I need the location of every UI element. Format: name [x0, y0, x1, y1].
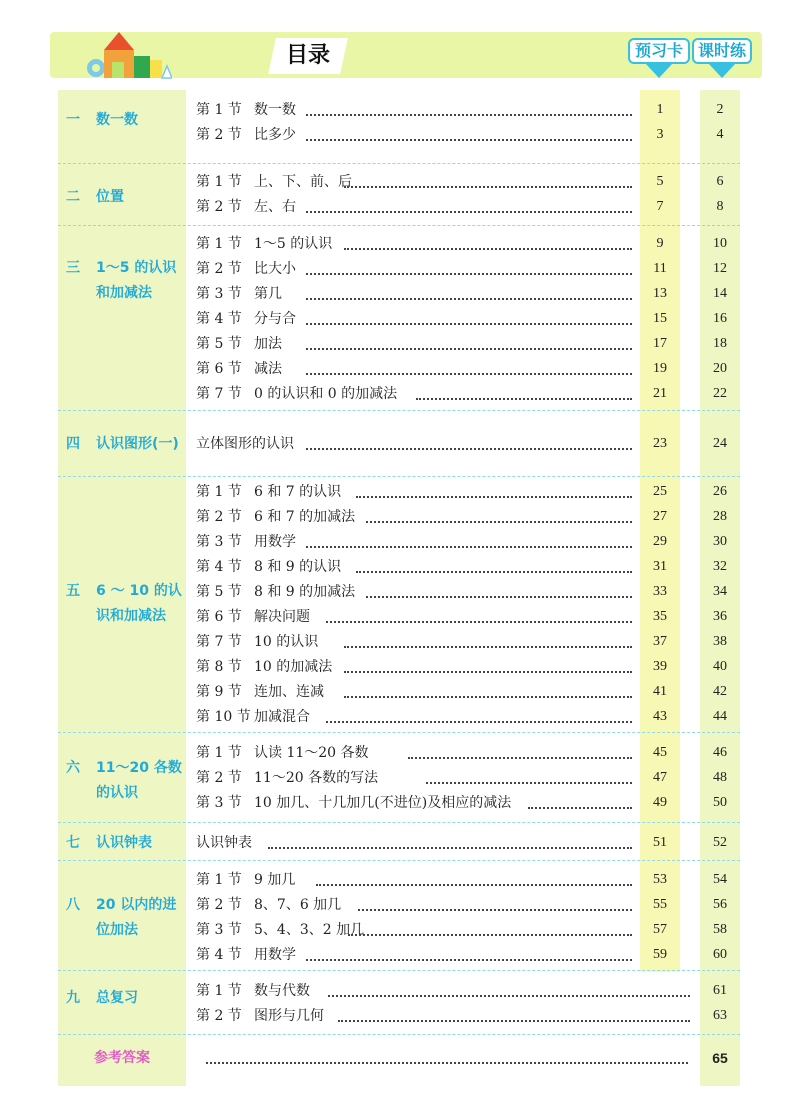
- preview-page-number: 19: [653, 361, 667, 376]
- practice-page-number: 34: [713, 584, 727, 599]
- preview-page-number: 37: [653, 634, 667, 649]
- leader-dots: [268, 847, 632, 849]
- section-title: 连加、连减: [254, 684, 324, 700]
- leader-dots: [344, 186, 632, 188]
- leader-dots: [306, 348, 632, 350]
- section-title: 图形与几何: [254, 1008, 324, 1024]
- leader-dots: [306, 959, 632, 961]
- section-number: 第 2 节: [196, 127, 242, 143]
- chapter-number: 七: [66, 835, 80, 851]
- preview-page-number: 41: [653, 684, 667, 699]
- section-number: 第 2 节: [196, 509, 242, 525]
- leader-dots: [326, 621, 632, 623]
- chapter-number: 二: [66, 189, 80, 205]
- leader-dots: [328, 995, 690, 997]
- preview-page-number: 9: [656, 236, 664, 251]
- section-number: 第 1 节: [196, 983, 242, 999]
- answers-label: 参考答案: [94, 1050, 150, 1066]
- down-arrow-icon: [646, 64, 672, 78]
- practice-page-number: 18: [713, 336, 727, 351]
- leader-dots: [306, 211, 632, 213]
- chapter-number: 三: [66, 260, 80, 276]
- section-title: 5、4、3、2 加几: [254, 922, 365, 938]
- chapter-title: 1～5 的认识 和加减法: [96, 260, 177, 301]
- leader-dots: [306, 298, 632, 300]
- section-number: 第 2 节: [196, 1008, 242, 1024]
- preview-page-number: 15: [653, 311, 667, 326]
- practice-page-number: 28: [713, 509, 727, 524]
- chapter-divider: [58, 476, 740, 477]
- preview-page-number: 53: [653, 872, 667, 887]
- preview-page-number: 25: [653, 484, 667, 499]
- section-number: 第 6 节: [196, 361, 242, 377]
- building-blocks-icon: [86, 30, 172, 80]
- section-entry: [196, 234, 334, 254]
- leader-dots: [358, 909, 632, 911]
- practice-page-number: 61: [713, 983, 727, 998]
- practice-page-number: 50: [713, 795, 727, 810]
- section-title: 11～20 各数的写法: [254, 770, 379, 786]
- leader-dots: [344, 671, 632, 673]
- practice-page-number: 56: [713, 897, 727, 912]
- answers-page: 65: [712, 1050, 728, 1066]
- section-entry: [196, 682, 326, 702]
- section-title: 认识钟表: [196, 835, 252, 851]
- practice-page-number: 14: [713, 286, 727, 301]
- section-number: 第 2 节: [196, 770, 242, 786]
- section-title: 6 和 7 的认识: [254, 484, 342, 500]
- preview-page-number: 49: [653, 795, 667, 810]
- section-number: 第 9 节: [196, 684, 242, 700]
- section-entry: [196, 284, 284, 304]
- practice-page-number: 22: [713, 386, 727, 401]
- section-entry: [196, 334, 284, 354]
- section-number: 第 1 节: [196, 102, 242, 118]
- practice-page-number: 40: [713, 659, 727, 674]
- chapter-divider: [58, 860, 740, 861]
- chapter-divider: [58, 1034, 740, 1035]
- section-title: 用数学: [254, 534, 296, 550]
- section-number: 第 10 节: [196, 709, 251, 725]
- practice-page-number: 8: [716, 199, 724, 214]
- preview-page-number: 47: [653, 770, 667, 785]
- preview-page-number: 1: [656, 102, 664, 117]
- section-title: 解决问题: [254, 609, 310, 625]
- section-title: 10 的认识: [254, 634, 319, 650]
- chapter-divider: [58, 732, 740, 733]
- leader-dots: [306, 373, 632, 375]
- section-title: 认读 11～20 各数: [254, 745, 369, 761]
- section-entry: [196, 197, 298, 217]
- section-entry: [196, 1006, 326, 1026]
- section-title: 数与代数: [254, 983, 310, 999]
- preview-page-number: 27: [653, 509, 667, 524]
- chapter-divider: [58, 225, 740, 226]
- leader-dots: [344, 696, 632, 698]
- section-entry: [196, 607, 312, 627]
- section-entry: [196, 793, 513, 813]
- section-number: 第 2 节: [196, 199, 242, 215]
- practice-page-number: 32: [713, 559, 727, 574]
- leader-dots: [306, 323, 632, 325]
- section-entry: [196, 125, 298, 145]
- section-title: 上、下、前、后: [254, 174, 352, 190]
- section-entry: [196, 434, 296, 454]
- section-entry: [196, 768, 380, 788]
- preview-page-number: 7: [656, 199, 664, 214]
- tab-lesson-practice: 课时练: [692, 38, 752, 64]
- preview-page-number: 45: [653, 745, 667, 760]
- practice-page-number: 36: [713, 609, 727, 624]
- leader-dots: [306, 273, 632, 275]
- section-entry: [196, 743, 371, 763]
- section-entry: [196, 895, 343, 915]
- section-title: 第几: [254, 286, 282, 302]
- practice-page-number: 48: [713, 770, 727, 785]
- preview-page-number: 51: [653, 835, 667, 850]
- section-title: 用数学: [254, 947, 296, 963]
- leader-dots: [306, 114, 632, 116]
- chapter-title: 位置: [96, 189, 124, 205]
- section-entry: [196, 172, 354, 192]
- chapter-title: 6 ～ 10 的认 识和加减法: [96, 583, 182, 624]
- leader-dots: [344, 646, 632, 648]
- section-number: 第 1 节: [196, 174, 242, 190]
- section-title: 8、7、6 加几: [254, 897, 342, 913]
- section-title: 左、右: [254, 199, 296, 215]
- leader-dots: [416, 398, 632, 400]
- tab-preview-card: 预习卡: [628, 38, 690, 64]
- leader-dots: [338, 1020, 690, 1022]
- section-number: 第 4 节: [196, 311, 242, 327]
- section-number: 第 6 节: [196, 609, 242, 625]
- chapter-number: 六: [66, 760, 80, 776]
- section-number: 第 5 节: [196, 336, 242, 352]
- chapter-divider: [58, 970, 740, 971]
- section-number: 第 1 节: [196, 484, 242, 500]
- preview-page-number: 3: [656, 127, 664, 142]
- section-number: 第 8 节: [196, 659, 242, 675]
- preview-page-number: 13: [653, 286, 667, 301]
- section-title: 8 和 9 的认识: [254, 559, 342, 575]
- chapter-number: 五: [66, 583, 80, 599]
- chapter-number: 八: [66, 897, 80, 913]
- leader-dots: [356, 496, 632, 498]
- preview-page-number: 21: [653, 386, 667, 401]
- chapter-title: 11～20 各数 的认识: [96, 760, 182, 801]
- section-entry: [196, 657, 334, 677]
- section-entry: [196, 833, 254, 853]
- leader-dots: [316, 884, 632, 886]
- section-number: 第 5 节: [196, 584, 242, 600]
- leader-dots: [306, 448, 632, 450]
- section-entry: [196, 100, 298, 120]
- practice-page-number: 30: [713, 534, 727, 549]
- practice-page-number: 4: [716, 127, 724, 142]
- leader-dots: [344, 248, 632, 250]
- section-entry: [196, 507, 357, 527]
- section-number: 第 7 节: [196, 634, 242, 650]
- preview-page-number: 33: [653, 584, 667, 599]
- practice-page-number: 26: [713, 484, 727, 499]
- chapter-number: 四: [66, 436, 80, 452]
- section-number: 第 1 节: [196, 872, 242, 888]
- chapter-divider: [58, 410, 740, 411]
- leader-dots: [206, 1062, 688, 1064]
- chapter-title: 认识钟表: [96, 835, 152, 851]
- practice-page-number: 60: [713, 947, 727, 962]
- preview-page-number: 43: [653, 709, 667, 724]
- section-title: 6 和 7 的加减法: [254, 509, 356, 525]
- section-title: 比大小: [254, 261, 296, 277]
- section-entry: [196, 981, 312, 1001]
- section-title: 10 的加减法: [254, 659, 333, 675]
- section-number: 第 3 节: [196, 286, 242, 302]
- section-title: 加法: [254, 336, 282, 352]
- preview-page-number: 23: [653, 436, 667, 451]
- section-entry: [196, 920, 366, 940]
- preview-page-number: 11: [653, 261, 667, 276]
- section-title: 比多少: [254, 127, 296, 143]
- practice-page-number: 10: [713, 236, 727, 251]
- leader-dots: [348, 934, 632, 936]
- section-entry: [196, 309, 298, 329]
- chapter-title: 总复习: [96, 990, 138, 1006]
- leader-dots: [356, 571, 632, 573]
- chapter-number: 一: [66, 112, 80, 128]
- practice-page-number: 24: [713, 436, 727, 451]
- preview-page-number: 17: [653, 336, 667, 351]
- section-number: 第 3 节: [196, 922, 242, 938]
- section-number: 第 4 节: [196, 559, 242, 575]
- preview-page-number: 57: [653, 922, 667, 937]
- section-entry: [196, 707, 312, 727]
- preview-page-number: 55: [653, 897, 667, 912]
- chapter-divider: [58, 163, 740, 164]
- preview-page-number: 59: [653, 947, 667, 962]
- leader-dots: [366, 521, 632, 523]
- chapter-title: 数一数: [96, 112, 138, 128]
- practice-page-number: 46: [713, 745, 727, 760]
- section-title: 9 加几: [254, 872, 296, 888]
- practice-page-number: 44: [713, 709, 727, 724]
- section-entry: [196, 582, 357, 602]
- section-title: 减法: [254, 361, 282, 377]
- preview-page-number: 35: [653, 609, 667, 624]
- section-title: 数一数: [254, 102, 296, 118]
- chapter-divider: [58, 822, 740, 823]
- leader-dots: [408, 757, 632, 759]
- chapter-title: 20 以内的进 位加法: [96, 897, 177, 938]
- leader-dots: [306, 546, 632, 548]
- section-entry: [196, 945, 298, 965]
- section-number: 第 1 节: [196, 745, 242, 761]
- section-entry: [196, 870, 297, 890]
- preview-page-number: 29: [653, 534, 667, 549]
- section-title: 1～5 的认识: [254, 236, 333, 252]
- section-number: 第 2 节: [196, 261, 242, 277]
- section-entry: [196, 557, 343, 577]
- section-number: 第 4 节: [196, 947, 242, 963]
- practice-page-number: 20: [713, 361, 727, 376]
- section-entry: [196, 384, 399, 404]
- leader-dots: [528, 807, 632, 809]
- section-number: 第 3 节: [196, 795, 242, 811]
- section-title: 10 加几、十几加几(不进位)及相应的减法: [254, 795, 512, 811]
- preview-page-number: 5: [656, 174, 664, 189]
- down-arrow-icon: [709, 64, 735, 78]
- practice-page-number: 63: [713, 1008, 727, 1023]
- practice-page-number: 12: [713, 261, 727, 276]
- practice-page-number: 16: [713, 311, 727, 326]
- practice-page-number: 42: [713, 684, 727, 699]
- leader-dots: [426, 782, 632, 784]
- section-number: 第 3 节: [196, 534, 242, 550]
- practice-page-number: 6: [716, 174, 724, 189]
- section-entry: [196, 532, 298, 552]
- practice-page-number: 38: [713, 634, 727, 649]
- page-title: 目录: [285, 43, 330, 68]
- section-title: 加减混合: [254, 709, 310, 725]
- section-title: 0 的认识和 0 的加减法: [254, 386, 398, 402]
- section-number: 第 7 节: [196, 386, 242, 402]
- preview-page-number: 39: [653, 659, 667, 674]
- practice-page-number: 2: [716, 102, 724, 117]
- section-number: 第 2 节: [196, 897, 242, 913]
- chapter-number: 九: [66, 990, 80, 1006]
- leader-dots: [326, 721, 632, 723]
- section-entry: [196, 359, 284, 379]
- practice-page-number: 54: [713, 872, 727, 887]
- section-title: 8 和 9 的加减法: [254, 584, 356, 600]
- leader-dots: [366, 596, 632, 598]
- section-title: 分与合: [254, 311, 296, 327]
- leader-dots: [306, 139, 632, 141]
- chapter-title: 认识图形(一): [96, 436, 179, 452]
- preview-page-number: 31: [653, 559, 667, 574]
- section-entry: [196, 482, 343, 502]
- section-entry: [196, 259, 298, 279]
- section-title: 立体图形的认识: [196, 436, 294, 452]
- section-entry: [196, 632, 320, 652]
- practice-page-number: 58: [713, 922, 727, 937]
- practice-page-number: 52: [713, 835, 727, 850]
- section-number: 第 1 节: [196, 236, 242, 252]
